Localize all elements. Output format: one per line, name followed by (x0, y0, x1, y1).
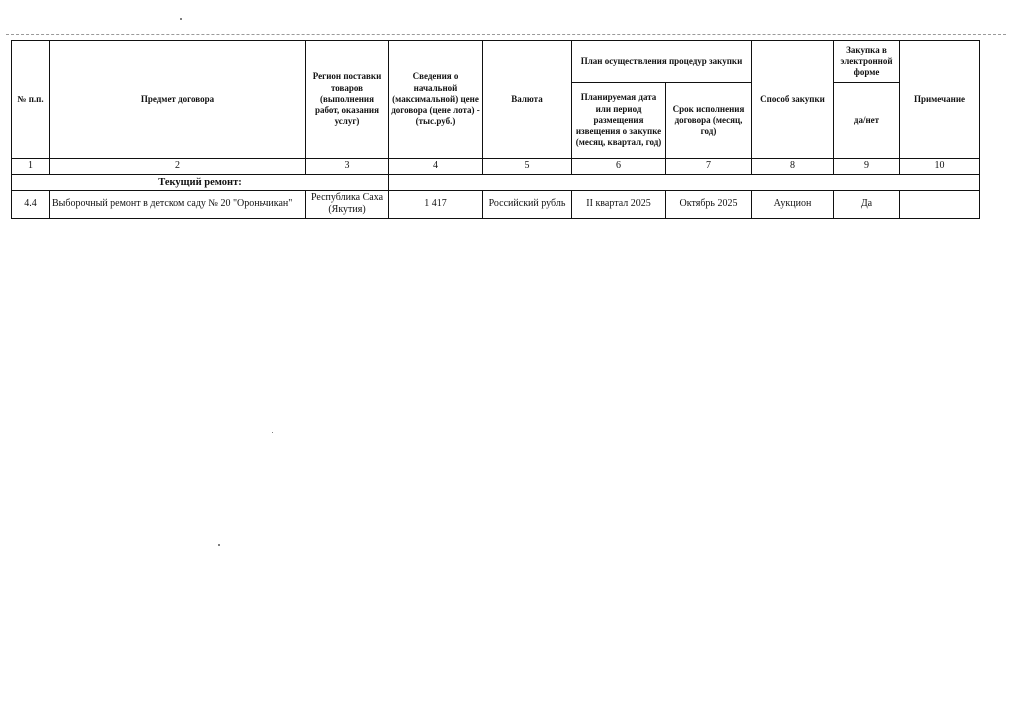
header-term: Срок исполнения договора (месяц, год) (666, 83, 752, 159)
header-electronic-group: Закупка в электронной форме (834, 41, 900, 83)
scan-speck (272, 432, 273, 433)
column-number: 6 (572, 159, 666, 175)
header-notice-date: Планируемая дата или период размещения извещения о закупке (месяц, квартал, год) (572, 83, 666, 159)
column-number: 2 (50, 159, 306, 175)
row-subject: Выборочный ремонт в детском саду № 20 "Ороньчикан" (50, 190, 306, 218)
row-note (900, 190, 980, 218)
header-row (12, 41, 980, 83)
header-note: Примечание (900, 41, 980, 159)
table-row (12, 190, 980, 218)
section-title: Текущий ремонт: (12, 174, 389, 190)
column-number: 8 (752, 159, 834, 175)
section-empty (389, 174, 980, 190)
header-price: Сведения о начальной (максимальной) цене договора (цене лота) - (тыс.руб.) (389, 41, 483, 159)
header-method: Способ закупки (752, 41, 834, 159)
header-region: Регион поставки товаров (выполнения работ, оказания услуг) (306, 41, 389, 159)
row-price: 1 417 (389, 190, 483, 218)
column-number-row (12, 159, 980, 175)
scan-artifact-line (6, 34, 1006, 35)
row-number: 4.4 (12, 190, 50, 218)
row-electronic: Да (834, 190, 900, 218)
header-currency: Валюта (483, 41, 572, 159)
header-yes-no: да/нет (834, 83, 900, 159)
column-number: 9 (834, 159, 900, 175)
row-notice-date: II квартал 2025 (572, 190, 666, 218)
header-plan-group: План осуществления процедур закупки (572, 41, 752, 83)
column-number: 10 (900, 159, 980, 175)
column-number: 4 (389, 159, 483, 175)
scan-speck (180, 18, 182, 20)
column-number: 1 (12, 159, 50, 175)
column-number: 5 (483, 159, 572, 175)
header-subject: Предмет договора (50, 41, 306, 159)
scan-speck (218, 544, 220, 546)
row-method: Аукцион (752, 190, 834, 218)
column-number: 7 (666, 159, 752, 175)
row-currency: Российский рубль (483, 190, 572, 218)
procurement-plan-table (11, 40, 980, 219)
column-number: 3 (306, 159, 389, 175)
row-term: Октябрь 2025 (666, 190, 752, 218)
section-row (12, 174, 980, 190)
header-number: № п.п. (12, 41, 50, 159)
row-region: Республика Саха (Якутия) (306, 190, 389, 218)
